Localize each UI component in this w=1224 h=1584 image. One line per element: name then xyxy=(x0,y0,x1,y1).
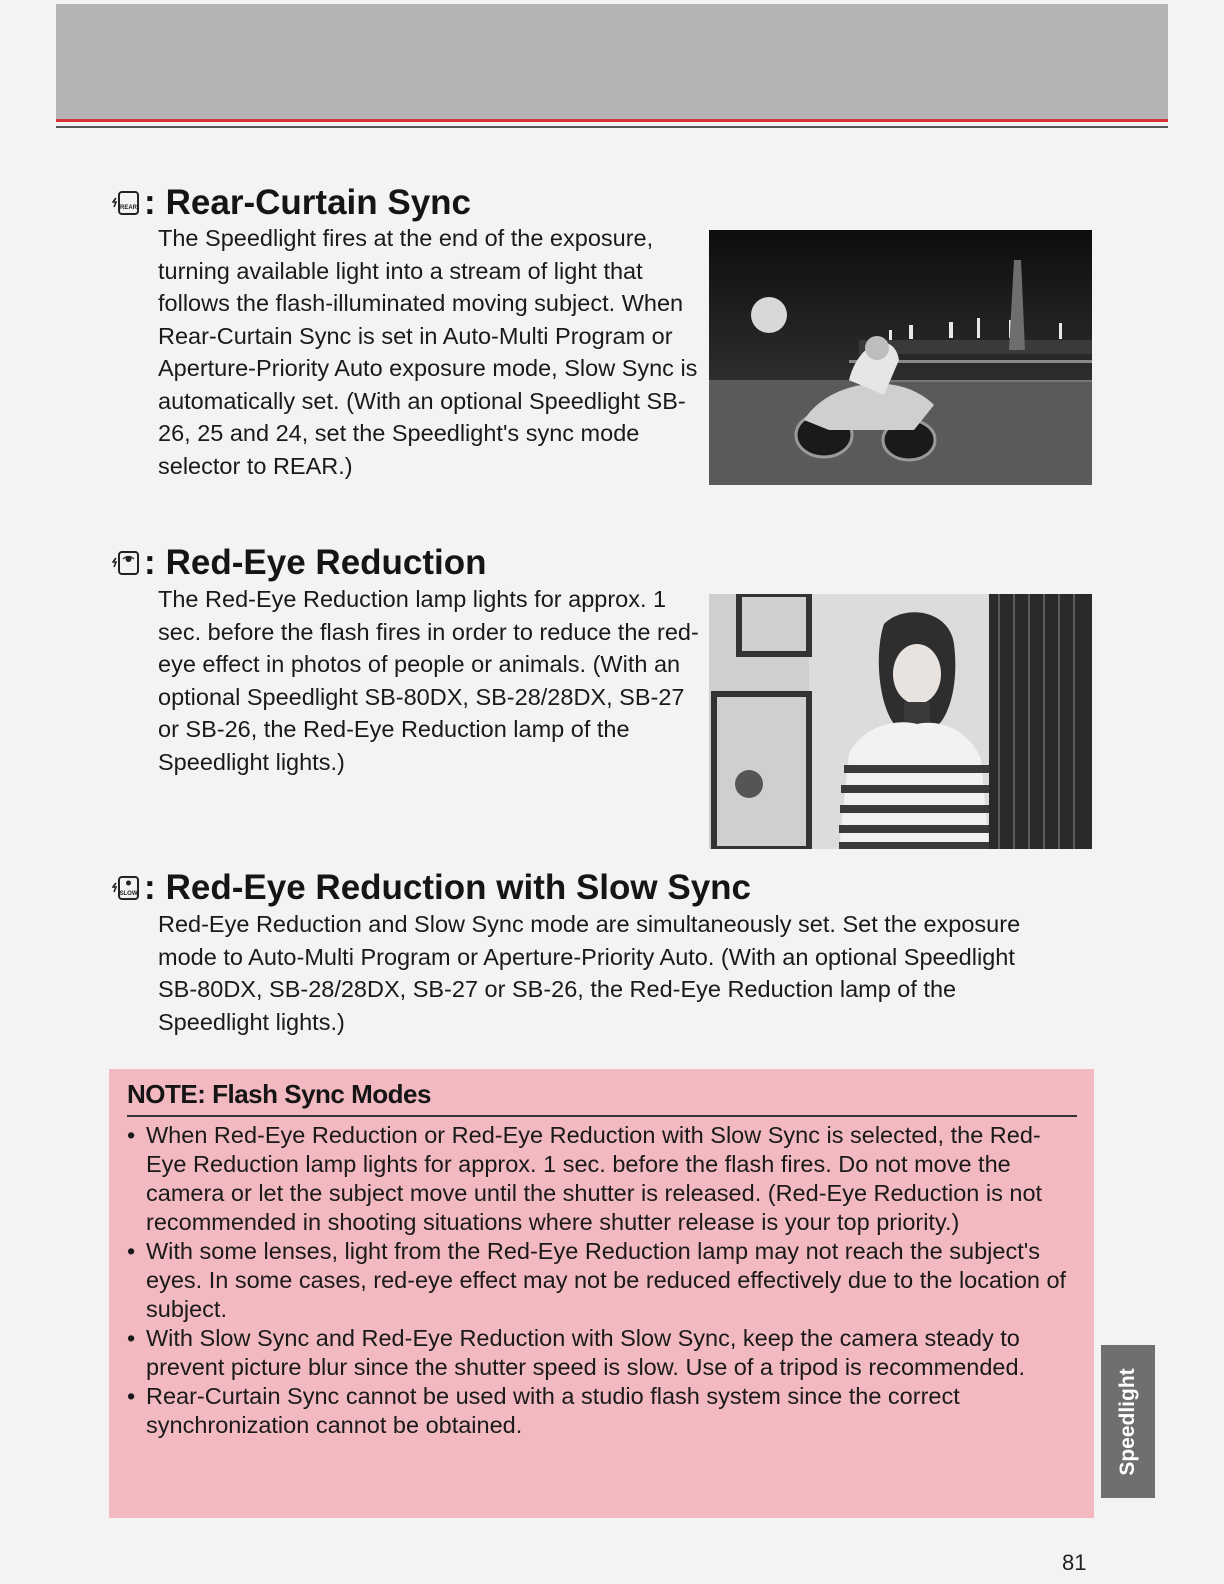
portrait-photo xyxy=(709,594,1092,849)
note-box xyxy=(109,1069,1094,1518)
red-eye-title-text: Red-Eye Reduction xyxy=(165,543,487,582)
note-list xyxy=(127,1121,1077,1440)
red-eye-slow-sync-icon xyxy=(112,873,140,903)
motorcycle-photo xyxy=(709,230,1092,485)
rear-icon-label: REAR xyxy=(119,205,138,211)
rear-curtain-title-text: Rear-Curtain Sync xyxy=(165,183,472,222)
note-item: • With some lenses, light from the Red-Eye Reduction lamp may not reach the subject's eyes. In some cases, red-eye effect may not be reduced effectively due to the location of subject. xyxy=(127,1238,1067,1322)
section-title-red-eye: : Red-Eye Reduction xyxy=(112,543,487,583)
slow-icon-label: SLOW xyxy=(119,891,138,897)
speedlight-side-tab xyxy=(1101,1345,1155,1498)
note-item: • When Red-Eye Reduction or Red-Eye Reduction with Slow Sync is selected, the Red-Eye Reduction lamp lights for approx. 1 sec. before the flash fires. Do not move the camera or let the subject move until the shutter is released. (Red-Eye Reduction is not recommended in shooting situations where shutter release is your top priority.) xyxy=(127,1122,1043,1235)
note-item: • Rear-Curtain Sync cannot be used with a studio flash system since the correct synchronization cannot be obtained. xyxy=(127,1383,960,1438)
section-title-red-eye-slow: SLOW : Red-Eye Reduction with Slow Sync xyxy=(112,868,751,908)
rear-curtain-sync-icon xyxy=(112,188,140,218)
red-eye-body: The Red-Eye Reduction lamp lights for approx. 1 sec. before the flash fires in order to reduce the red-eye effect in photos of people or animals. (With an optional Speedlight SB-80DX, SB-28/28DX, SB-27 or SB-26, the Red-Eye Reduction lamp of the Speedlight lights.) xyxy=(158,586,699,775)
header-dark-rule xyxy=(56,126,1168,128)
header-band xyxy=(56,4,1168,120)
note-item: • With Slow Sync and Red-Eye Reduction with Slow Sync, keep the camera steady to prevent picture blur since the shutter speed is slow. Use of a tripod is recommended. xyxy=(127,1325,1026,1380)
red-eye-slow-title-text: Red-Eye Reduction with Slow Sync xyxy=(165,868,752,907)
page-number: 81 xyxy=(1062,1550,1087,1575)
note-title: NOTE: Flash Sync Modes xyxy=(127,1079,431,1109)
side-tab-label: Speedlight xyxy=(1116,1367,1139,1476)
red-eye-slow-body: Red-Eye Reduction and Slow Sync mode are simultaneously set. Set the exposure mode to Auto-Multi Program or Aperture-Priority Auto. (With an optional Speedlight SB-80DX, SB-28/28DX, SB-27 or SB-26, the Red-Eye Reduction lamp of the Speedlight lights.) xyxy=(158,911,1021,1035)
rear-curtain-body: The Speedlight fires at the end of the exposure, turning available light into a stream of light that follows the flash-illuminated moving subject. When Rear-Curtain Sync is set in Auto-Multi Program or Aperture-Priority Auto exposure mode, Slow Sync is automatically set. (With an optional Speedlight SB-26, 25 and 24, set the Speedlight's sync mode selector to REAR.) xyxy=(158,225,698,479)
section-title-rear-curtain: REAR : Rear-Curtain Sync xyxy=(112,183,471,223)
header-red-rule xyxy=(56,119,1168,122)
red-eye-reduction-icon xyxy=(112,548,140,578)
note-divider xyxy=(127,1115,1077,1117)
